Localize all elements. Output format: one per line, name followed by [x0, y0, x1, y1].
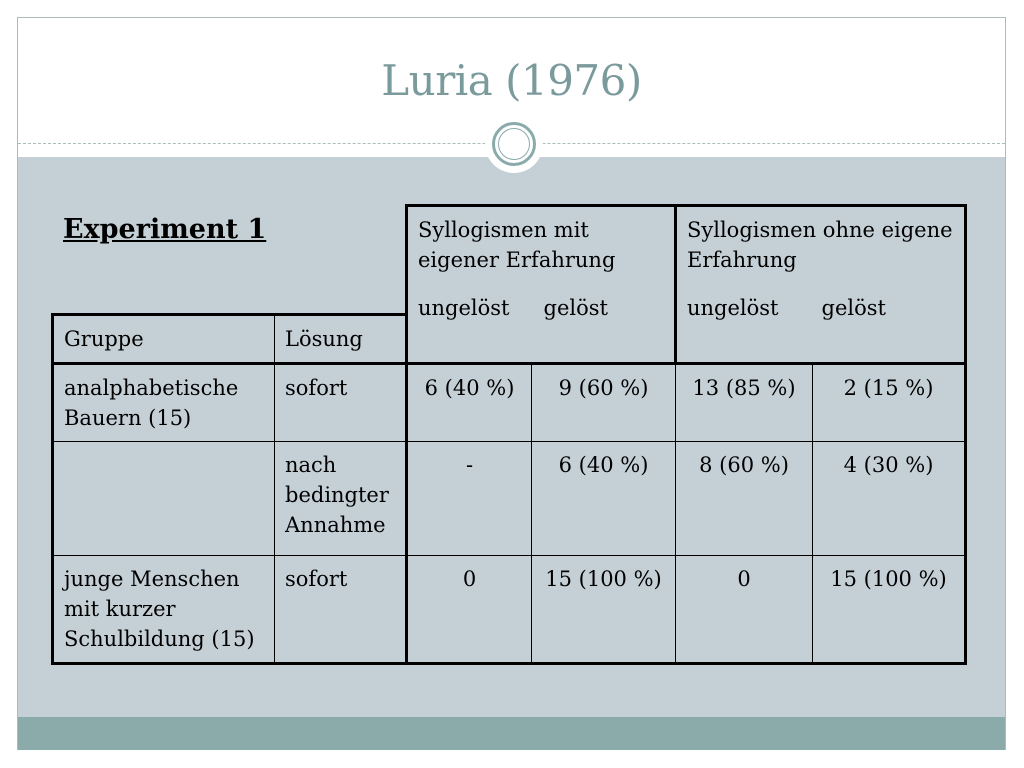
cell-with-solved: 15 (100 %)	[532, 556, 676, 664]
cell-solution: sofort	[275, 556, 407, 664]
cell-with-solved: 9 (60 %)	[532, 364, 676, 442]
cell-without-unsolved: 13 (85 %)	[676, 364, 813, 442]
table-row	[53, 556, 966, 664]
cell-solution: sofort	[275, 364, 407, 442]
cell-without-solved: 4 (30 %)	[813, 442, 966, 556]
cell-without-solved: 2 (15 %)	[813, 364, 966, 442]
col-header-with-solved: gelöst	[543, 296, 608, 320]
results-table	[51, 204, 967, 665]
cell-without-unsolved: 0	[676, 556, 813, 664]
cell-with-unsolved: 0	[407, 556, 532, 664]
table-row	[53, 442, 966, 556]
group-header-with-experience: Syllogismen mit eigener Erfahrung ungelöst gelöst	[407, 206, 676, 364]
table-row	[53, 364, 966, 442]
cell-group: junge Menschen mit kurzer Schulbildung (15)	[53, 556, 275, 664]
col-header-without-solved: gelöst	[821, 296, 886, 320]
cell-group	[53, 442, 275, 556]
cell-solution: nach bedingter Annahme	[275, 442, 407, 556]
slide-title: Luria (1976)	[381, 56, 642, 105]
cell-without-solved: 15 (100 %)	[813, 556, 966, 664]
cell-with-unsolved: -	[407, 442, 532, 556]
col-header-solution: Lösung	[275, 315, 407, 364]
cell-group: analphabetische Bauern (15)	[53, 364, 275, 442]
ring-ornament	[485, 115, 543, 173]
group-header-without-experience: Syllogismen ohne eigene Erfahrung ungelöst gelöst	[676, 206, 966, 364]
cell-with-unsolved: 6 (40 %)	[407, 364, 532, 442]
col-header-group: Gruppe	[53, 315, 275, 364]
slide	[17, 17, 1006, 750]
cell-with-solved: 6 (40 %)	[532, 442, 676, 556]
col-header-with-unsolved: ungelöst	[418, 296, 510, 320]
col-header-without-unsolved: ungelöst	[687, 296, 779, 320]
cell-without-unsolved: 8 (60 %)	[676, 442, 813, 556]
experiment-heading: Experiment 1	[63, 214, 267, 245]
footer-band	[18, 717, 1005, 750]
